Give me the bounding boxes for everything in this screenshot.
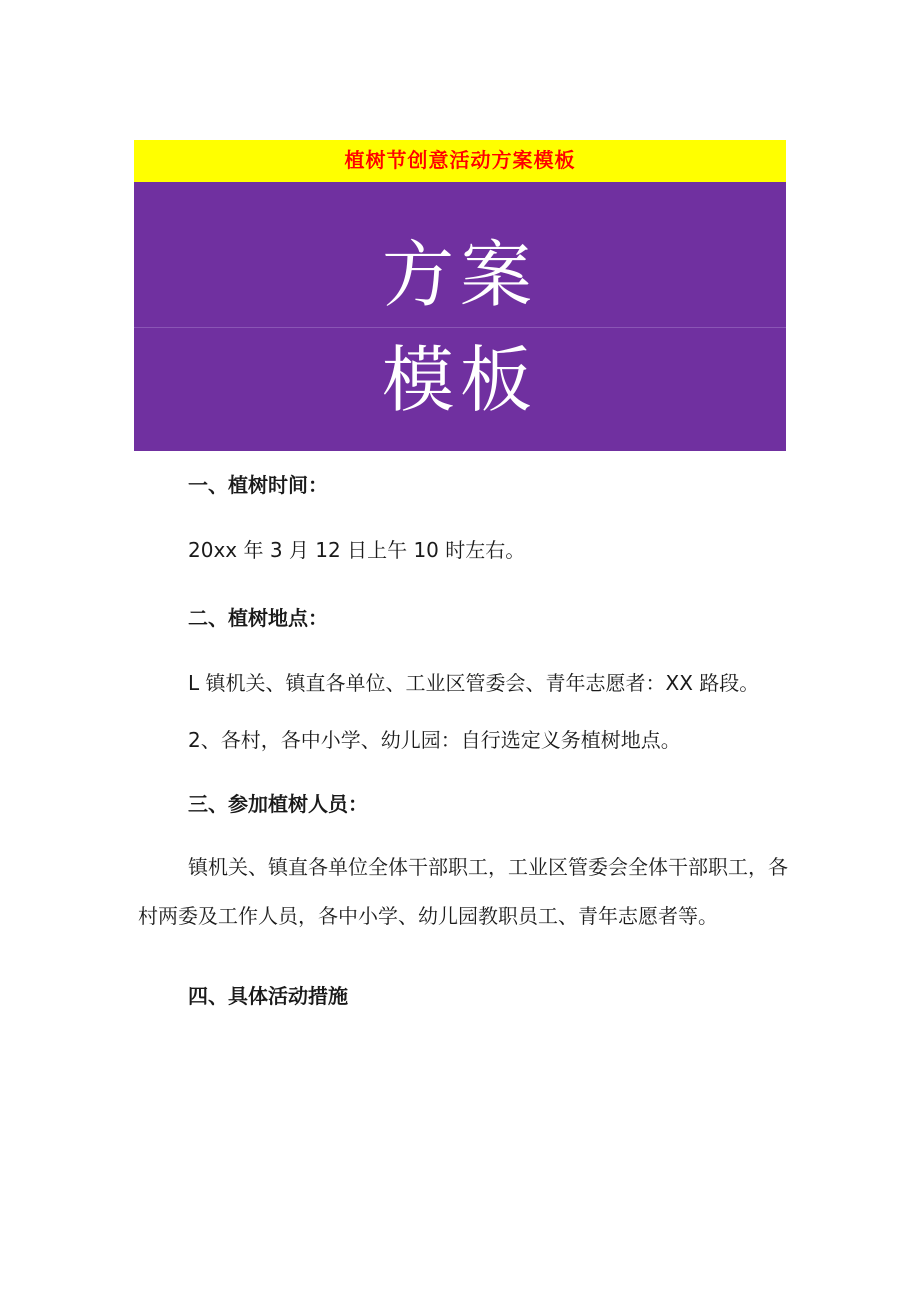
location-item-1: L 镇机关、镇直各单位、工业区管委会、青年志愿者：XX 路段。: [188, 671, 760, 695]
section-heading-measures: 四、具体活动措施: [188, 984, 348, 1008]
cover-banner: [134, 140, 786, 451]
section-heading-participants: 三、参加植树人员：: [188, 792, 368, 816]
section-heading-time: 一、植树时间：: [188, 473, 328, 497]
document-title: 植树节创意活动方案模板: [134, 140, 786, 182]
cover-text-line-1: 方案: [134, 182, 786, 327]
cover-text-line-2: 模板: [134, 327, 786, 451]
location-item-2: 2、各村，各中小学、幼儿园：自行选定义务植树地点。: [188, 728, 681, 752]
participants-text: 镇机关、镇直各单位全体干部职工，工业区管委会全体干部职工，各村两委及工作人员，各中小学、幼儿园教职员工、青年志愿者等。: [138, 855, 788, 928]
time-text: 20xx 年 3 月 12 日上午 10 时左右。: [188, 538, 526, 562]
section-heading-location: 二、植树地点：: [188, 606, 328, 630]
document-body: [138, 466, 788, 1015]
